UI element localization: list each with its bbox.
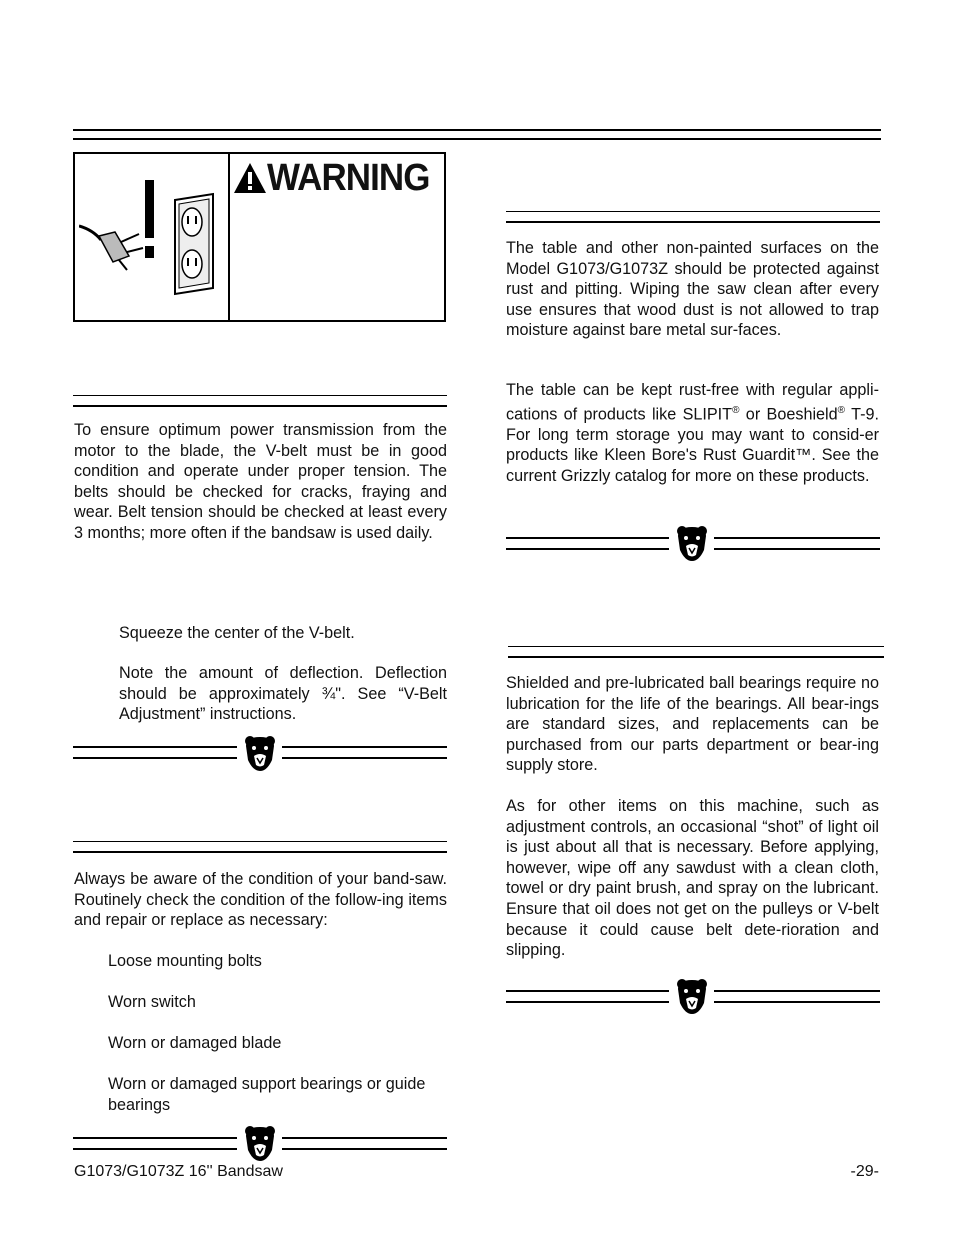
separator-line [714,548,880,550]
warning-box [73,152,446,322]
maintenance-section-rule-top [73,841,447,842]
warning-header [233,158,444,198]
top-rule-lower [73,138,881,140]
separator-line [73,746,237,748]
registered-mark: ® [732,404,740,416]
maintenance-section-rule-bottom [73,851,447,853]
bear-head-icon [243,1124,277,1162]
separator-line [282,746,447,748]
rust-paragraph-2 [506,380,879,486]
separator-line [282,757,447,759]
bear-head-icon [243,734,277,772]
separator-line [73,1137,237,1139]
page-number: -29- [850,1163,879,1180]
top-rule-upper [73,129,881,131]
list-item: Worn or damaged blade [108,1034,282,1052]
lube-section-rule-bottom [508,656,884,658]
separator-line [506,1001,669,1003]
separator-line [282,1137,447,1139]
rust-section-rule-bottom [506,221,880,223]
lube-paragraph-1: Shielded and pre-lubricated ball bearings require no lubrication for the life of the bearings. All bear-ings are standard sizes, and replacements can be purchased from our parts department or bear-ing supply store. [506,674,879,775]
separator-line [714,990,880,992]
bear-head-icon [675,524,709,562]
separator-line [506,537,669,539]
list-item: Loose mounting bolts [108,952,262,970]
warning-divider [228,154,230,320]
vbelt-step-2: Note the amount of deflection. Deflection should be approximately ¾". See “V-Belt Adjustment” instructions. [119,664,447,724]
registered-mark: ® [837,404,846,416]
list-item: Worn or damaged support bearings or guide bearings [108,1075,426,1114]
vbelt-section-rule-bottom [73,405,447,407]
vbelt-step-1: Squeeze the center of the V-belt. [119,624,355,642]
rust-paragraph-2-part-c: T-9. For long term storage you may want to consid-er products like Kleen Bore's Rust Guardit™. See the current Grizzly catalog for more on these products. [506,404,879,485]
separator-line [506,990,669,992]
separator-line [282,1148,447,1150]
rust-paragraph-2-part-a: The table can be kept rust-free with regular appli-cations of products like SLIPIT [506,381,879,423]
separator-line [714,1001,880,1003]
separator-line [714,537,880,539]
maintenance-paragraph: Always be aware of the condition of your band-saw. Routinely check the condition of the follow-ing items and repair or replace as necessary: [74,870,447,930]
vbelt-paragraph: To ensure optimum power transmission from the motor to the blade, the V-belt must be in good condition and operate under proper tension. The belts should be checked for cracks, fraying and wear. Belt tension should be checked at least every 3 months; more often if the bandsaw is used daily. [74,421,447,542]
list-item: Worn switch [108,993,196,1011]
rust-paragraph-1: The table and other non-painted surfaces on the Model G1073/G1073Z should be protected against rust and pitting. Wiping the saw clean after every use ensures that wood dust is not allowed to trap moisture against bare metal sur-faces. [506,239,879,340]
lube-paragraph-2: As for other items on this machine, such as adjustment controls, an occasional “shot” of light oil is just about all that is necessary. Before applying, however, wipe off any sawdust with a clean cloth, towel or dry paint brush, and spray on the lubricant. Ensure that oil does not get on the pulleys or V-belt because it could cause belt dete-rioration and slipping. [506,797,879,960]
lube-section-rule-top [508,646,884,647]
plug-and-outlet-icon [79,170,221,304]
footer-model: G1073/G1073Z 16'' Bandsaw [74,1163,283,1180]
separator-line [73,1148,237,1150]
bear-head-icon [675,977,709,1015]
separator-line [73,757,237,759]
separator-line [506,548,669,550]
warning-label: WARNING [267,157,430,199]
rust-paragraph-2-part-b: or Boeshield [739,404,838,423]
vbelt-section-rule-top [73,395,447,396]
rust-section-rule-top [506,211,880,212]
exclamation-triangle-icon [233,162,267,194]
